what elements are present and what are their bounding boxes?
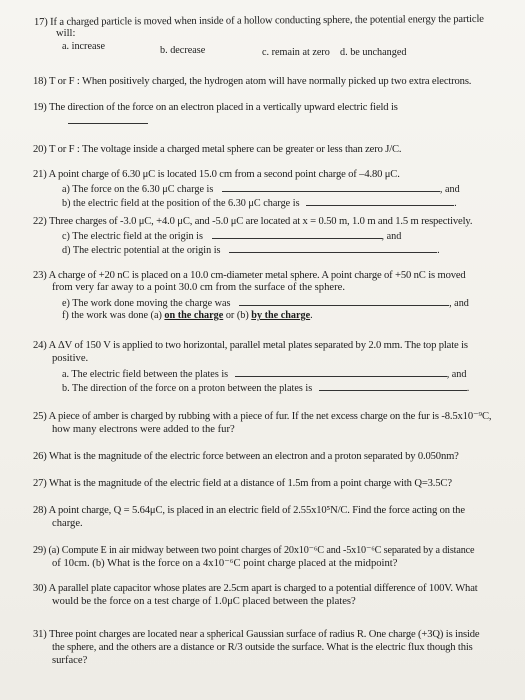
q22-part-c-end: , and xyxy=(381,231,402,242)
q31-stem-line1: 31) Three point charges are located near a spherical Gaussian surface of radius R. One charge (+3Q) is inside xyxy=(33,629,480,640)
q29-stem-line2: of 10cm. (b) What is the force on a 4x10⁻⁶C point charge placed at the midpoint? xyxy=(52,558,398,569)
q24-part-b-label: b. The direction of the force on a proton between the plates is xyxy=(62,383,313,394)
q22-part-c-blank[interactable] xyxy=(212,229,382,239)
q23-part-e-end: , and xyxy=(449,298,469,309)
q28-stem-line2: charge. xyxy=(52,518,83,529)
q30-stem-line1: 30) A parallel plate capacitor whose plates are 2.5cm apart is charged to a potential difference of 100V. What xyxy=(33,583,478,594)
q23-part-e-label: e) The work done moving the charge was xyxy=(62,298,231,309)
q22-part-d-label: d) The electric potential at the origin is xyxy=(62,245,221,256)
q17-option-a: a. increase xyxy=(62,41,105,52)
q30-stem-line2: would be the force on a test charge of 1.0μC placed between the plates? xyxy=(52,596,356,607)
q23-option-by-the-charge[interactable]: by the charge xyxy=(251,310,311,321)
q23-stem-line2: from very far away to a point 30.0 cm from the surface of the sphere. xyxy=(52,282,345,293)
q21-part-b-label: b) the electric field at the position of the 6.30 μC charge is xyxy=(62,198,300,209)
q26-stem: 26) What is the magnitude of the electric force between an electron and a proton separated by 0.050nm? xyxy=(33,451,459,462)
q24-part-b-end: . xyxy=(466,383,470,394)
q24-part-a xyxy=(62,367,467,381)
q24-part-b xyxy=(62,381,469,395)
q23-part-e-blank[interactable] xyxy=(239,296,449,306)
q28-stem-line1: 28) A point charge, Q = 5.64μC, is placed in an electric field of 2.55x10⁵N/C. Find the force acting on the xyxy=(33,505,465,516)
q20-stem: 20) T or F : The voltage inside a charged metal sphere can be greater or less than zero J/C. xyxy=(33,144,402,155)
q23-part-f xyxy=(62,310,313,322)
q29-stem-line1: 29) (a) Compute E in air midway between two point charges of 20x10⁻⁶C and -5x10⁻⁶C separated by a distance xyxy=(33,545,475,556)
q24-stem-line1: 24) A ΔV of 150 V is applied to two horizontal, parallel metal plates separated by 2.0 mm. The top plate is xyxy=(33,340,468,351)
q27-stem: 27) What is the magnitude of the electric field at a distance of 1.5m from a point charge with Q=3.5C? xyxy=(33,478,452,489)
q24-part-a-blank[interactable] xyxy=(235,367,447,377)
q24-stem-line2: positive. xyxy=(52,353,89,364)
q31-stem-line3: surface? xyxy=(52,655,88,666)
q23-part-f-label: f) the work was done (a) xyxy=(62,310,162,321)
q21-part-b-blank[interactable] xyxy=(306,196,454,206)
q21-part-a-label: a) The force on the 6.30 μC charge is xyxy=(62,184,214,195)
q22-stem: 22) Three charges of -3.0 μC, +4.0 μC, and -5.0 μC are located at x = 0.50 m, 1.0 m and 1.5 m respectively. xyxy=(33,216,473,227)
q22-part-c-label: c) The electric field at the origin is xyxy=(62,231,203,242)
q17-option-d: d. be unchanged xyxy=(340,47,407,58)
q23-option-on-the-charge[interactable]: on the charge xyxy=(164,310,224,321)
q21-part-a xyxy=(62,182,460,196)
q24-part-b-blank[interactable] xyxy=(319,381,467,391)
q19-stem: 19) The direction of the force on an electron placed in a vertically upward electric field is xyxy=(33,102,398,113)
q25-stem-line2: how many electrons were added to the fur? xyxy=(52,424,235,435)
q17-option-c: c. remain at zero xyxy=(262,47,330,58)
q21-part-b xyxy=(62,196,457,210)
q23-part-f-mid: or (b) xyxy=(225,310,249,321)
q22-part-c xyxy=(62,229,401,243)
q21-part-a-blank[interactable] xyxy=(222,182,440,192)
q23-part-f-end: . xyxy=(310,310,313,321)
q24-part-a-label: a. The electric field between the plates is xyxy=(62,369,229,380)
q17-option-b: b. decrease xyxy=(160,45,206,56)
q21-part-a-end: , and xyxy=(439,184,460,195)
q31-stem-line2: the sphere, and the others are a distance or R/3 outside the surface. What is the electric flux though this xyxy=(52,642,473,653)
q17-stem-line1: 17) If a charged particle is moved when inside of a hollow conducting sphere, the potential energy the particle xyxy=(33,13,484,28)
q22-part-d-blank[interactable] xyxy=(229,243,437,253)
q22-part-d xyxy=(62,243,440,257)
q25-stem-line1: 25) A piece of amber is charged by rubbing with a piece of fur. If the net excess charge on the fur is -8.5x10⁻⁹C, xyxy=(33,411,492,422)
q22-part-d-end: . xyxy=(437,245,440,256)
q23-part-e xyxy=(62,296,469,310)
q21-part-b-end: . xyxy=(454,198,457,209)
q21-stem: 21) A point charge of 6.30 μC is located 15.0 cm from a second point charge of –4.80 μC. xyxy=(33,169,400,180)
q18-stem: 18) T or F : When positively charged, the hydrogen atom will have normally picked up two extra electrons. xyxy=(33,76,472,87)
q24-part-a-end: , and xyxy=(446,369,467,380)
q23-stem-line1: 23) A charge of +20 nC is placed on a 10.0 cm-diameter metal sphere. A point charge of +50 nC is moved xyxy=(33,270,466,281)
q19-answer-blank[interactable] xyxy=(68,114,148,124)
q17-stem-line2: will: xyxy=(56,28,76,39)
